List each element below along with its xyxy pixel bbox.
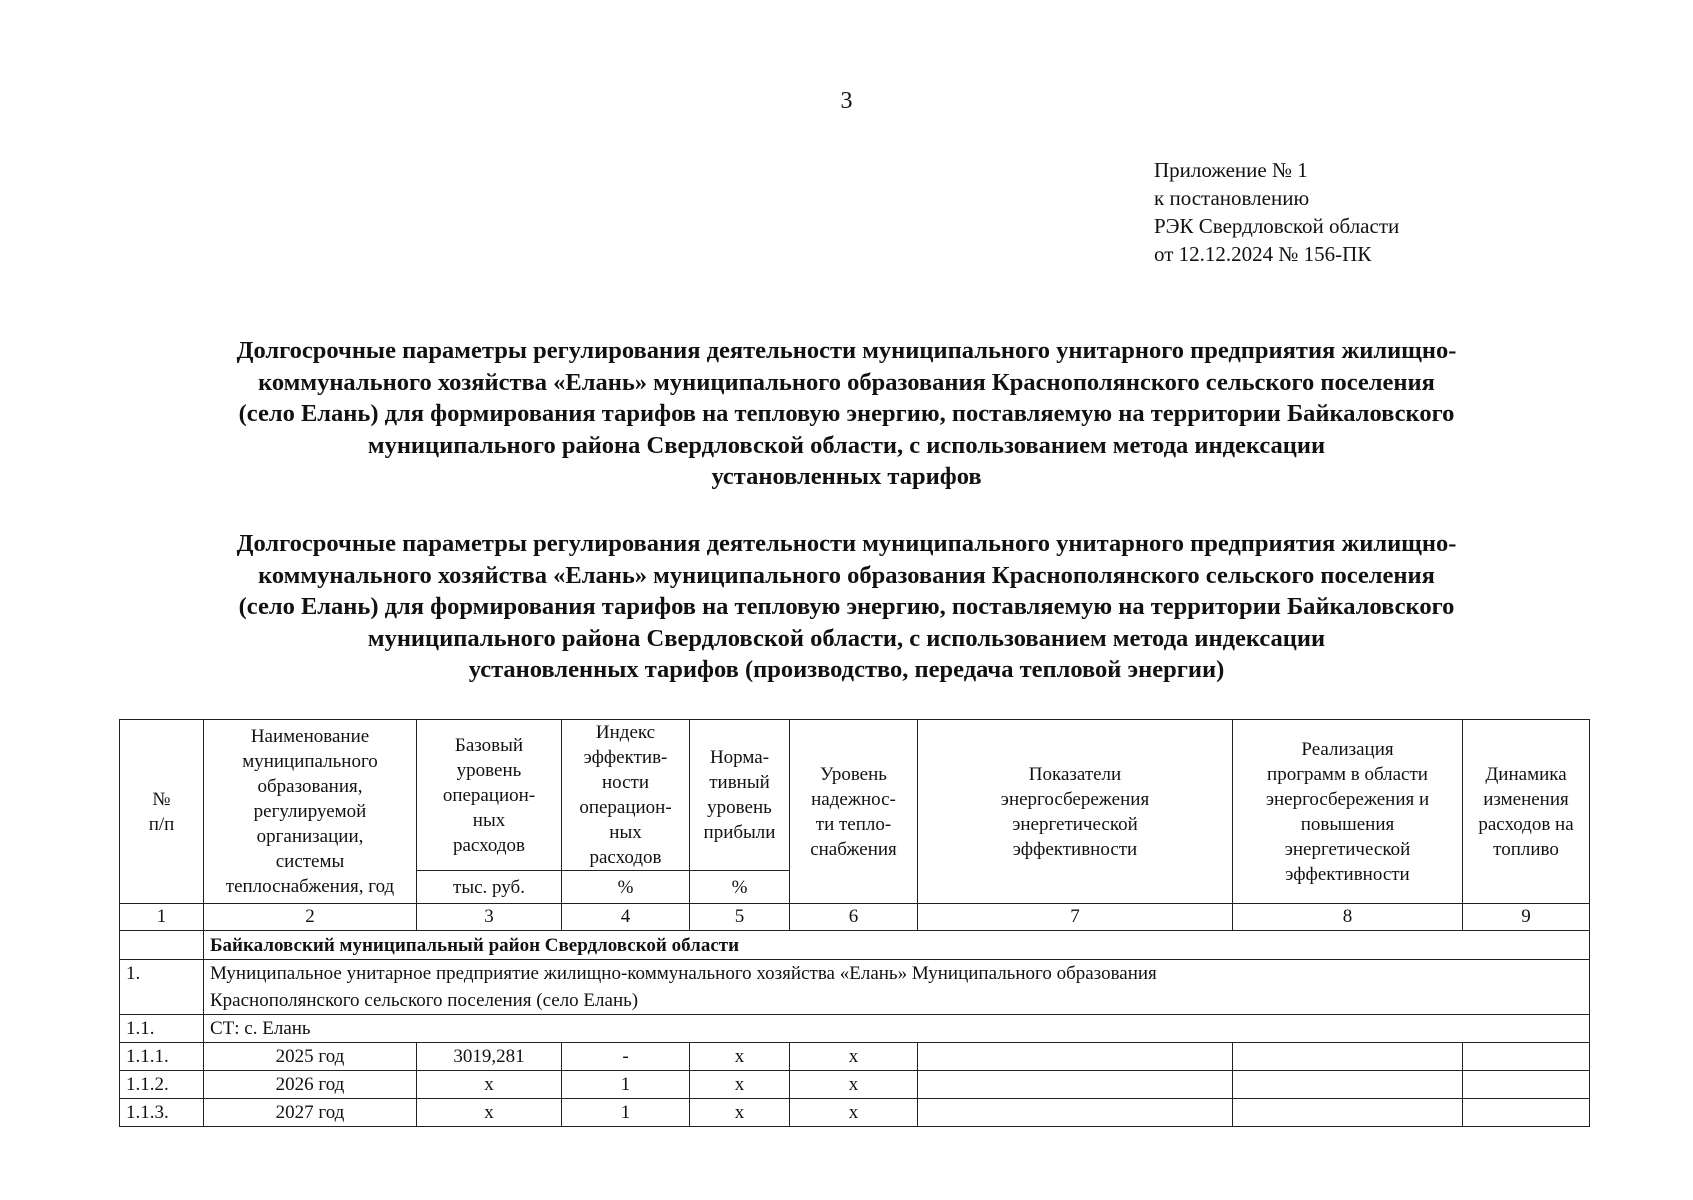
row-fuel-dynamics <box>1463 1043 1590 1071</box>
header-programs: Реализация программ в области энергосбережения и повышения энергетической эффективности <box>1233 720 1463 904</box>
column-number: 9 <box>1463 904 1590 931</box>
row-efficiency-index: - <box>562 1043 690 1071</box>
section-number <box>120 931 204 960</box>
column-number: 7 <box>918 904 1233 931</box>
title-line: коммунального хозяйства «Елань» муниципального образования Краснополянского сельского поселения <box>258 368 1435 396</box>
header-reliability: Уровень надежнос- ти тепло- снабжения <box>790 720 918 904</box>
title-line: муниципального района Свердловской области, с использованием метода индексации <box>367 431 1326 459</box>
system-number: 1.1. <box>120 1015 204 1043</box>
organization-number: 1. <box>120 960 204 1015</box>
parameters-table <box>119 719 1590 1127</box>
row-year: 2025 год <box>204 1043 417 1071</box>
title-line: установленных тарифов <box>711 463 982 490</box>
row-efficiency-index: 1 <box>562 1099 690 1127</box>
column-number: 8 <box>1233 904 1463 931</box>
row-base-opex: x <box>417 1099 562 1127</box>
row-year: 2027 год <box>204 1099 417 1127</box>
title-line: Долгосрочные параметры регулирования деятельности муниципального унитарного предприятия жилищно- <box>236 530 1457 557</box>
header-efficiency-index: Индекс эффектив- ности операцион- ных расходов <box>562 720 690 871</box>
header-organization-name: Наименование муниципального образования, регулируемой организации, системы теплоснабжения, год <box>204 720 417 904</box>
row-base-opex: 3019,281 <box>417 1043 562 1071</box>
system-name: СТ: с. Елань <box>204 1015 1590 1043</box>
row-base-opex: x <box>417 1071 562 1099</box>
row-reliability: x <box>790 1071 918 1099</box>
row-energy-saving <box>918 1043 1233 1071</box>
annex-line: от 12.12.2024 № 156-ПК <box>1154 242 1372 266</box>
row-energy-saving <box>918 1099 1233 1127</box>
title-line: Долгосрочные параметры регулирования деятельности муниципального унитарного предприятия жилищно- <box>236 337 1457 364</box>
column-number: 3 <box>417 904 562 931</box>
title-line: (село Елань) для формирования тарифов на тепловую энергию, поставляемую на территории Байкаловского <box>238 593 1455 620</box>
row-programs <box>1233 1099 1463 1127</box>
header-number: № п/п <box>120 720 204 904</box>
column-number: 2 <box>204 904 417 931</box>
unit-cell: % <box>562 871 690 904</box>
annex-line: Приложение № 1 <box>1154 158 1308 182</box>
row-reliability: x <box>790 1043 918 1071</box>
document-title <box>110 335 1583 493</box>
header-base-opex: Базовый уровень операцион- ных расходов <box>417 720 562 871</box>
row-year: 2026 год <box>204 1071 417 1099</box>
row-profit-level: x <box>690 1099 790 1127</box>
unit-cell: % <box>690 871 790 904</box>
unit-cell: тыс. руб. <box>417 871 562 904</box>
row-efficiency-index: 1 <box>562 1071 690 1099</box>
row-fuel-dynamics <box>1463 1099 1590 1127</box>
row-fuel-dynamics <box>1463 1071 1590 1099</box>
row-programs <box>1233 1071 1463 1099</box>
annex-line: РЭК Свердловской области <box>1154 214 1400 238</box>
table-row <box>120 1099 1590 1127</box>
organization-name: Муниципальное унитарное предприятие жилищно-коммунального хозяйства «Елань» Муниципального образования Краснополянского сельского поселения (село Елань) <box>204 960 1590 1015</box>
table-row <box>120 1043 1590 1071</box>
row-reliability: x <box>790 1099 918 1127</box>
row-profit-level: x <box>690 1071 790 1099</box>
header-row <box>120 720 1590 871</box>
column-number: 6 <box>790 904 918 931</box>
title-line: установленных тарифов (производство, передача тепловой энергии) <box>468 656 1225 683</box>
page-number: 3 <box>840 88 853 114</box>
organization-row <box>120 960 1590 1015</box>
column-number: 1 <box>120 904 204 931</box>
title-line: муниципального района Свердловской области, с использованием метода индексации <box>367 624 1326 652</box>
table-row <box>120 1071 1590 1099</box>
row-programs <box>1233 1043 1463 1071</box>
row-energy-saving <box>918 1071 1233 1099</box>
title-line: коммунального хозяйства «Елань» муниципального образования Краснополянского сельского поселения <box>258 561 1435 589</box>
section-row <box>120 931 1590 960</box>
row-number: 1.1.1. <box>120 1043 204 1071</box>
header-profit-level: Норма- тивный уровень прибыли <box>690 720 790 871</box>
title-line: (село Елань) для формирования тарифов на тепловую энергию, поставляемую на территории Байкаловского <box>238 400 1455 427</box>
annex-line: к постановлению <box>1154 186 1310 210</box>
annex-reference <box>1154 156 1399 268</box>
row-profit-level: x <box>690 1043 790 1071</box>
column-numbers-row <box>120 904 1590 931</box>
column-number: 5 <box>690 904 790 931</box>
section-title: Байкаловский муниципальный район Свердловской области <box>204 931 1590 960</box>
header-energy-saving-indicators: Показатели энергосбережения энергетической эффективности <box>918 720 1233 904</box>
row-number: 1.1.2. <box>120 1071 204 1099</box>
table-title <box>110 528 1583 686</box>
system-row <box>120 1015 1590 1043</box>
header-fuel-dynamics: Динамика изменения расходов на топливо <box>1463 720 1590 904</box>
column-number: 4 <box>562 904 690 931</box>
row-number: 1.1.3. <box>120 1099 204 1127</box>
